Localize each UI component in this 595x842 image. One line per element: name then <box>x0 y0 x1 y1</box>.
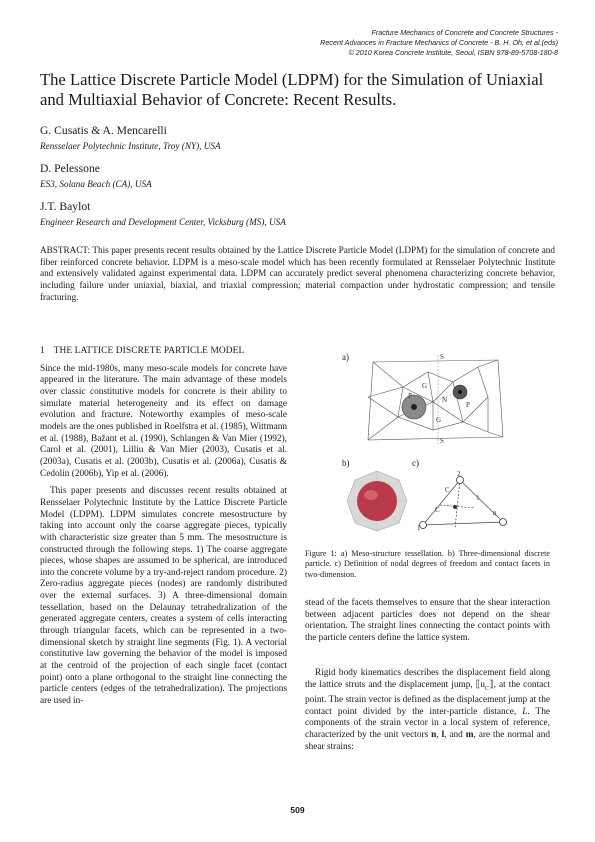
figure-label-a: a) <box>342 352 349 362</box>
label-s-bottom: S <box>440 437 444 445</box>
abstract: ABSTRACT: This paper presents recent results obtained by the Lattice Discrete Particle Model (LDPM) for the simulation of concrete and fiber reinforced concrete behavior. LDPM is a meso-scale model which has been recently formulated at Rensselaer Polytechnic Institute and extensively validated against experimental data. LDPM can accurately predict several phenomena characterizing concrete behavior, including failure under uniaxial, biaxial, and triaxial compression; material compaction under hydrostatic compression; and tensile fracturing. <box>40 245 555 302</box>
contact-facet-diagram <box>415 470 510 540</box>
label-node-2: 2 <box>457 470 461 478</box>
paragraph-4: Rigid body kinematics describes the displacement field along the lattice struts and the displacement jump, $⟦u_C⟧$, at the contact point. The strain vector is defined as the displacement jump at the contact point divided by the inter-particle distance, L. The components of the strain vector in a local system of reference, characterized by the unit vectors n, l, and m, are the normal and shear strains: <box>305 668 551 752</box>
author-group-2: D. Pelessone <box>40 162 100 175</box>
running-header <box>320 28 558 58</box>
label-c-mid: C <box>435 506 440 514</box>
header-line-1: Fracture Mechanics of Concrete and Concrete Structures - <box>371 28 558 37</box>
figure-label-b: b) <box>342 458 350 468</box>
figure-label-c: c) <box>412 458 419 468</box>
page-number: 509 <box>290 805 305 815</box>
paragraph-2: This paper presents and discusses recent results obtained at Rensselaer Polytechnic Institute by the Lattice Discrete Particle Model (LDPM). LDPM simulates concrete mesostructure by taking into account only the coarse aggregate pieces, typically with characteristic size greater than 5 mm. The mesostructure is constructed through the following steps. 1) The coarse aggregate pieces, whose shapes are assumed to be spherical, are introduced into the concrete volume by a try-and-reject random procedure. 2) Zero-radius aggregate pieces (nodes) are randomly distributed over the external surfaces. 3) A three-dimensional domain tessellation, based on the Delaunay tetrahedralization of the generated aggregate centers, creates a system of cells interacting through triangular facets, which can be represented in a two-dimensional sketch by straight line segments (Fig. 1). A vectorial constitutive law governing the behavior of the model is imposed at the centroid of the projection of each single facet (contact point) onto a plane orthogonal to the straight line connecting the particle centers (edges of the tetrahedralization). The projections are used in- <box>40 486 287 707</box>
paragraph-3: stead of the facets themselves to ensure that the shear interaction between adjacent particles does not depend on the shear orientation. The straight lines connecting the contact points with the particle centers define the lattice system. <box>305 598 550 643</box>
affiliation-2: ES3, Solana Beach (CA), USA <box>40 179 152 189</box>
left-column <box>40 346 287 708</box>
label-g-bottom: G <box>436 416 442 424</box>
figure-caption: Figure 1: a) Meso-structure tessellation. b) Three-dimensional discrete particle. c) Definition of nodal degrees of freedom and contact facets in two-dimension. <box>305 549 550 579</box>
label-p-right: P <box>466 401 470 409</box>
label-l: l <box>477 494 479 502</box>
section-number: 1 <box>40 346 45 356</box>
paragraph-1: Since the mid-1980s, many meso-scale models for concrete have appeared in the literature. The main advantage of these models over classic constitutive models for concrete is their ability to simulate material heterogeneity and its effect on damage evolution and fracture. Noteworthy examples of meso-scale models are the ones published in Roelfstra et al. (1985), Wittmann et al. (1988), Bažant et al. (1990), Schlangen & Van Mier (1992), Carol et al. (2001), Lilliu & Van Mier (2003), Cusatis et al. (2003a), Cusatis et al. (2003b), Cusatis et al. (2006a), Cusatis & Cedolin (2006b), Yip et al. (2006). <box>40 363 287 479</box>
label-n: N <box>442 396 448 404</box>
label-g-top: G <box>422 382 428 390</box>
section-heading <box>40 346 287 358</box>
label-p-left: P <box>408 392 412 400</box>
paper-title: The Lattice Discrete Particle Model (LDPM) for the Simulation of Uniaxial and Multiaxial Behavior of Concrete: Recent Results. <box>40 70 544 109</box>
affiliation-1: Rensselaer Polytechnic Institute, Troy (NY), USA <box>40 141 221 151</box>
section-title: THE LATTICE DISCRETE PARTICLE MODEL <box>53 346 245 356</box>
header-line-3: © 2010 Korea Concrete Institute, Seoul, ISBN 978-89-5708-180-8 <box>348 48 558 57</box>
label-n-vec: n <box>493 509 497 517</box>
tessellation-diagram <box>358 352 508 447</box>
label-node-1: 1 <box>417 524 421 532</box>
label-c-top: C <box>445 486 450 494</box>
header-line-2: Recent Advances in Fracture Mechanics of Concrete - B. H. Oh, et al.(eds) <box>320 38 558 47</box>
affiliation-3: Engineer Research and Development Center, Vicksburg (MS), USA <box>40 217 286 227</box>
author-group-1: G. Cusatis & A. Mencarelli <box>40 124 167 137</box>
right-column-top <box>305 598 550 645</box>
author-group-3: J.T. Baylot <box>40 200 91 213</box>
particle-3d-diagram <box>344 468 410 534</box>
label-s-top: S <box>440 353 444 361</box>
right-column-bottom <box>305 668 550 753</box>
